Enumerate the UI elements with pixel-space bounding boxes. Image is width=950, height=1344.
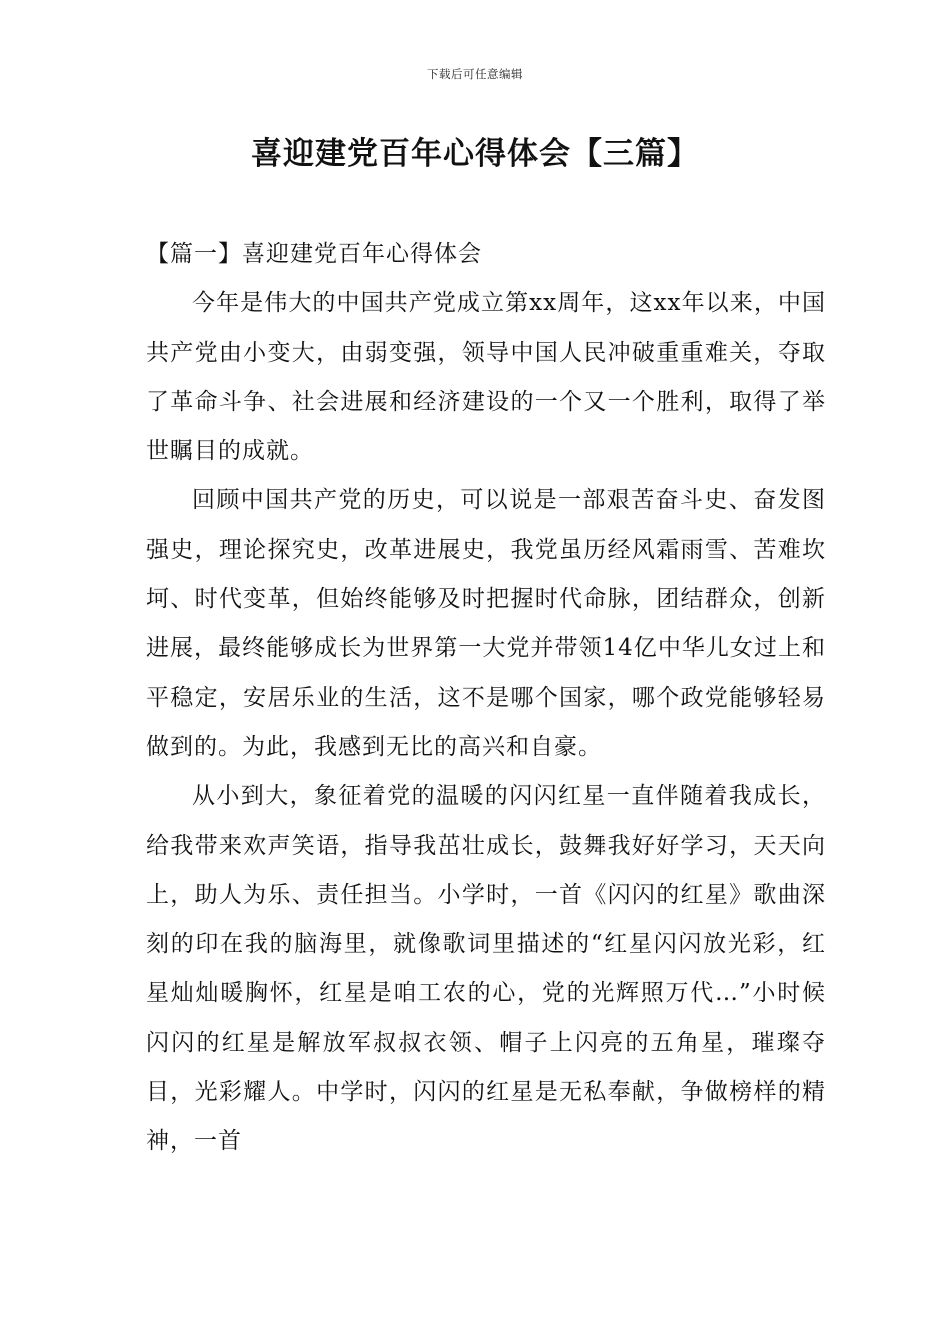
section-heading: 【篇一】喜迎建党百年心得体会 xyxy=(146,241,482,267)
document-body xyxy=(146,230,826,1167)
paragraph-1: 今年是伟大的中国共产党成立第xx周年，这xx年以来，中国共产党由小变大，由弱变强，领导中国人民冲破重重难关，夺取了革命斗争、社会进展和经济建设的一个又一个胜利，取得了举世瞩目的成就。 xyxy=(146,290,826,465)
document-title: 喜迎建党百年心得体会【三篇】 xyxy=(251,136,699,172)
header-note: 下载后可任意编辑 xyxy=(427,67,523,81)
paragraph-2: 回顾中国共产党的历史，可以说是一部艰苦奋斗史、奋发图强史，理论探究史，改革进展史，我党虽历经风霜雨雪、苦难坎坷、时代变革，但始终能够及时把握时代命脉，团结群众，创新进展，最终能够成长为世界第一大党并带领14亿中华儿女过上和平稳定，安居乐业的生活，这不是哪个国家，哪个政党能够轻易做到的。为此，我感到无比的高兴和自豪。 xyxy=(146,487,826,760)
paragraph-3: 从小到大，象征着党的温暖的闪闪红星一直伴随着我成长，给我带来欢声笑语，指导我茁壮成长，鼓舞我好好学习，天天向上，助人为乐、责任担当。小学时，一首《闪闪的红星》歌曲深刻的印在我的脑海里，就像歌词里描述的“红星闪闪放光彩，红星灿灿暖胸怀，红星是咱工农的心，党的光辉照万代…”小时候闪闪的红星是解放军叔叔衣领、帽子上闪亮的五角星，璀璨夺目，光彩耀人。中学时，闪闪的红星是无私奉献，争做榜样的精神，一首 xyxy=(146,783,826,1155)
